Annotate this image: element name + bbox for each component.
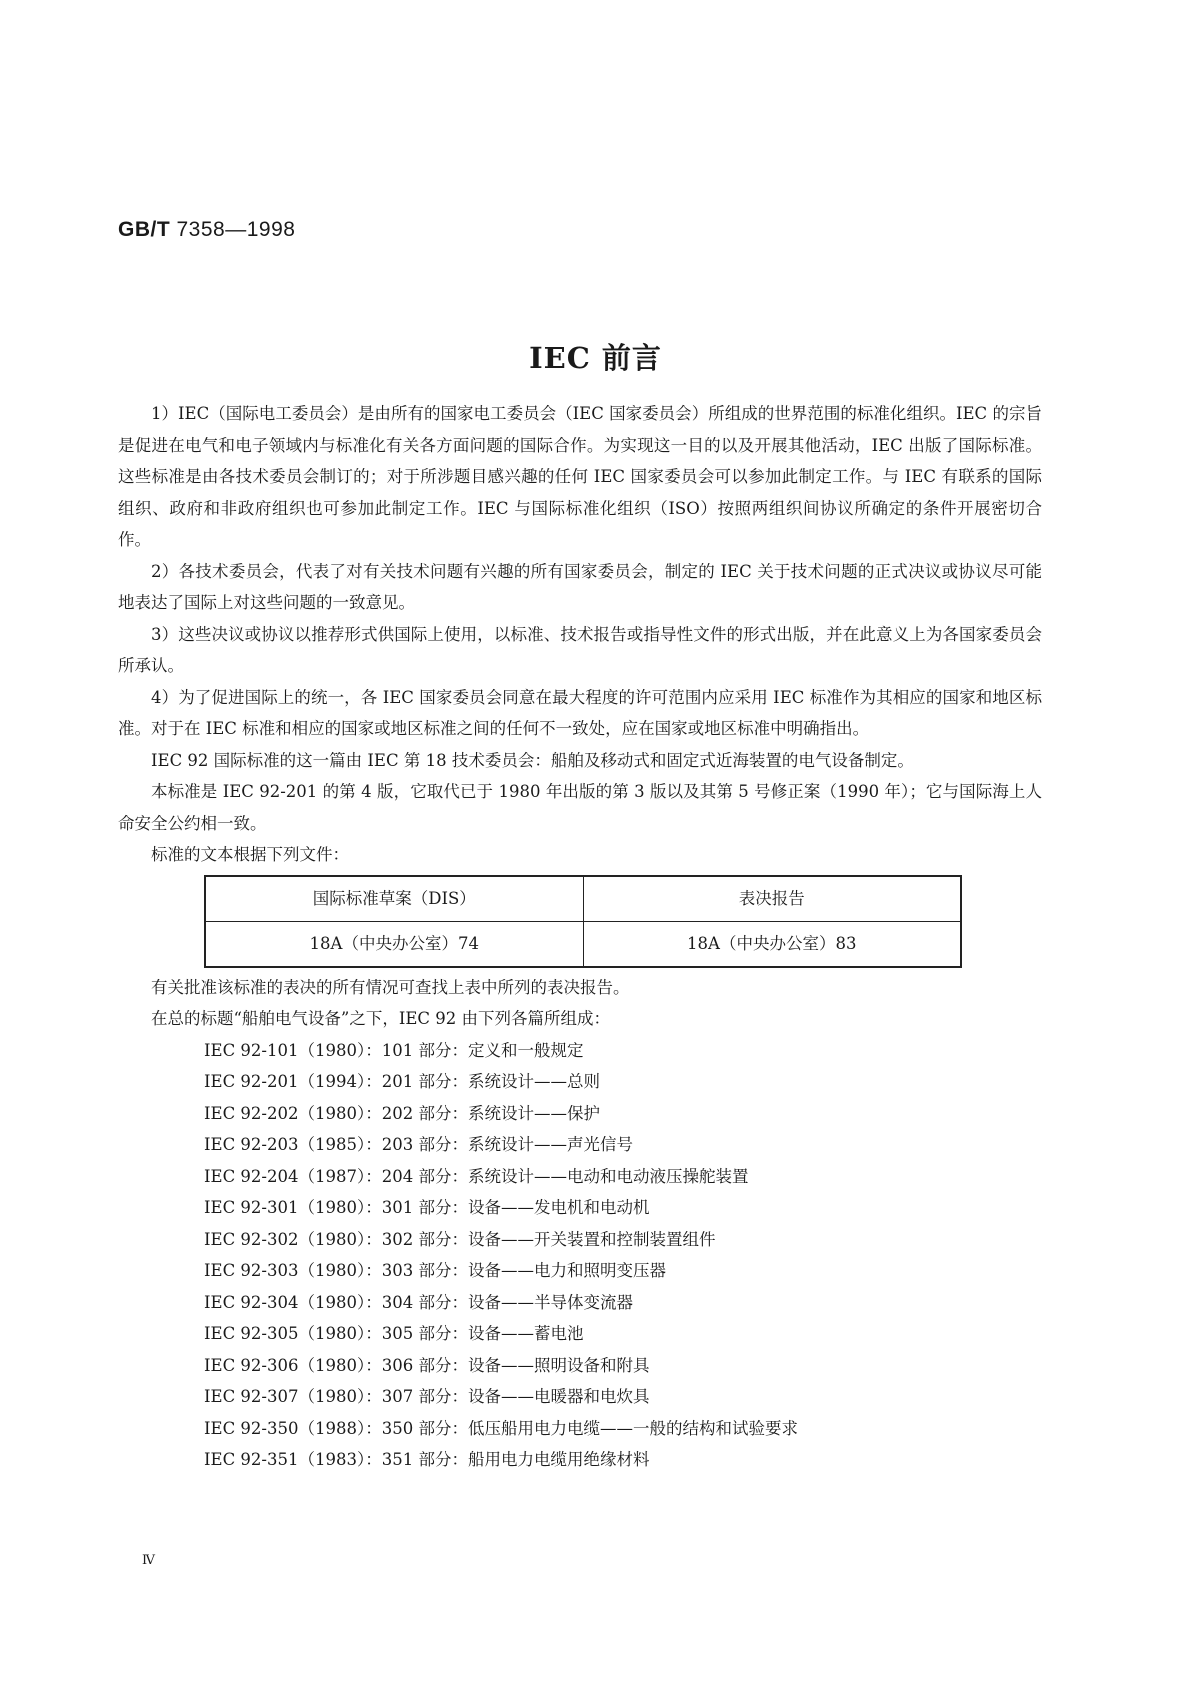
list-item: IEC 92-304（1980）：304 部分：设备——半导体变流器	[204, 1292, 633, 1312]
documents-table	[204, 875, 962, 968]
standard-code: 7358—1998	[170, 218, 296, 241]
list-item: IEC 92-101（1980）：101 部分：定义和一般规定	[204, 1040, 584, 1060]
paragraph-vote-info: 有关批准该标准的表决的所有情况可查找上表中所列的表决报告。	[151, 977, 630, 997]
paragraph-3: 3）这些决议或协议以推荐形式供国际上使用，以标准、技术报告或指导性文件的形式出版，并在此意义上为各国家委员会所承认。	[118, 624, 1042, 675]
list-item: IEC 92-201（1994）：201 部分：系统设计——总则	[204, 1072, 600, 1091]
list-item: IEC 92-302（1980）：302 部分：设备——开关装置和控制装置组件	[204, 1229, 716, 1249]
paragraph-4: 4）为了促进国际上的统一，各 IEC 国家委员会同意在最大程度的许可范围内应采用 IEC 标准作为其相应的国家和地区标准。对于在 IEC 标准和相应的国家或地区标准之间的任何不一致处，应在国家或地区标准中明确指出。	[118, 687, 1042, 738]
page-number: Ⅳ	[142, 1553, 155, 1568]
list-item: IEC 92-202（1980）：202 部分：系统设计——保护	[204, 1103, 600, 1123]
standard-prefix: GB/T	[118, 218, 171, 241]
list-item: IEC 92-303（1980）：303 部分：设备——电力和照明变压器	[204, 1261, 666, 1280]
paragraph-docs-intro: 标准的文本根据下列文件：	[151, 845, 349, 864]
list-item: IEC 92-351（1983）：351 部分：船用电力电缆用绝缘材料	[204, 1450, 650, 1469]
list-item: IEC 92-301（1980）：301 部分：设备——发电机和电动机	[204, 1198, 650, 1217]
paragraph-1: 1）IEC（国际电工委员会）是由所有的国家电工委员会（IEC 国家委员会）所组成的世界范围的标准化组织。IEC 的宗旨是促进在电气和电子领域内与标准化有关各方面问题的国际合作。为实现这一目的以及开展其他活动，IEC 出版了国际标准。这些标准是由各技术委员会制订的；对于所涉题目感兴趣的任何 IEC 国家委员会可以参加此制定工作。与 IEC 有联系的国际组织、政府和非政府组织也可参加此制定工作。IEC 与国际标准化组织（ISO）按照两组织间协议所确定的条件开展密切合作。	[118, 404, 1042, 549]
table-header-row	[205, 876, 961, 922]
table-header-vote: 表决报告	[583, 876, 961, 922]
page-title: IEC 前言	[529, 341, 662, 375]
document-body	[118, 398, 1042, 1476]
list-item: IEC 92-306（1980）：306 部分：设备——照明设备和附具	[204, 1355, 650, 1375]
table-cell-vote: 18A（中央办公室）83	[583, 921, 961, 967]
paragraph-2: 2）各技术委员会，代表了对有关技术问题有兴趣的所有国家委员会，制定的 IEC 关于技术问题的正式决议或协议尽可能地表达了国际上对这些问题的一致意见。	[118, 561, 1042, 612]
list-item: IEC 92-307（1980）：307 部分：设备——电暖器和电炊具	[204, 1387, 650, 1406]
table-cell-dis: 18A（中央办公室）74	[205, 921, 583, 967]
paragraph-parts-intro: 在总的标题“船舶电气设备”之下，IEC 92 由下列各篇所组成：	[151, 1009, 611, 1028]
parts-list	[118, 1035, 1042, 1476]
standard-number	[118, 218, 295, 242]
table-header-dis: 国际标准草案（DIS）	[205, 876, 583, 922]
list-item: IEC 92-350（1988）：350 部分：低压船用电力电缆——一般的结构和试验要求	[204, 1418, 798, 1438]
paragraph-edition: 本标准是 IEC 92-201 的第 4 版，它取代已于 1980 年出版的第 3 版以及其第 5 号修正案（1990 年）；它与国际海上人命安全公约相一致。	[118, 782, 1042, 833]
table-row	[205, 921, 961, 967]
list-item: IEC 92-305（1980）：305 部分：设备——蓄电池	[204, 1324, 584, 1343]
paragraph-tc18: IEC 92 国际标准的这一篇由 IEC 第 18 技术委员会：船舶及移动式和固定式近海装置的电气设备制定。	[151, 750, 914, 770]
list-item: IEC 92-204（1987）：204 部分：系统设计——电动和电动液压操舵装置	[204, 1166, 749, 1186]
list-item: IEC 92-203（1985）：203 部分：系统设计——声光信号	[204, 1135, 633, 1154]
